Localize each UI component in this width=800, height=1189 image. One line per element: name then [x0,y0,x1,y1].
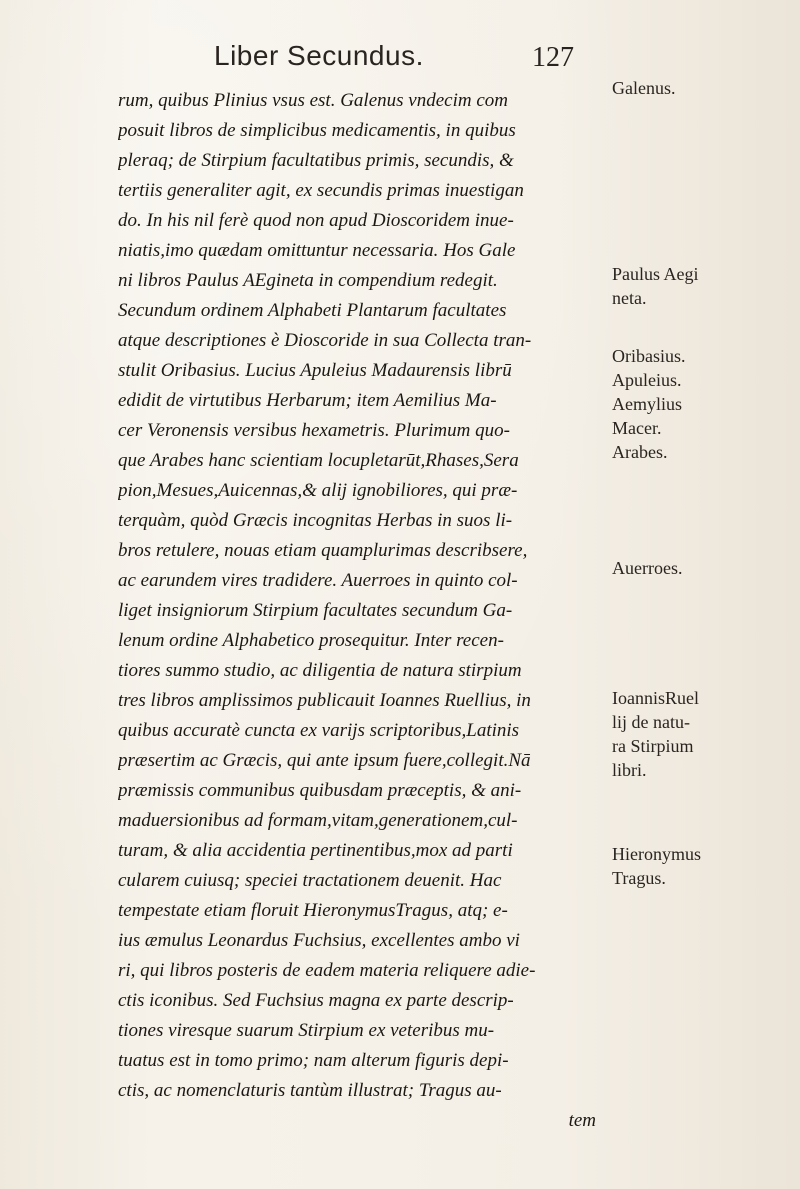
text-line: terquàm, quòd Græcis incognitas Herbas in suos li- [118,510,513,531]
text-line: atque descriptiones è Dioscoride in sua Collecta tran- [118,330,532,351]
text-line: quibus accuratè cuncta ex varijs scriptoribus,Latinis [118,720,520,741]
text-line: tiores summo studio, ac diligentia de natura stirpium [118,660,522,681]
text-line: posuit libros de simplicibus medicamentis, in quibus [118,120,516,141]
text-line: ius æmulus Leonardus Fuchsius, excellentes ambo vi [118,930,520,951]
text-line: tempestate etiam floruit HieronymusTragus, atq; e- [118,900,508,921]
text-line: ac earundem vires tradidere. Auerroes in quinto col- [118,570,518,591]
text-line: pleraq; de Stirpium facultatibus primis, secundis, & [118,150,514,171]
text-line: lenum ordine Alphabetico prosequitur. Inter recen- [118,630,504,651]
text-line: ctis, ac nomenclaturis tantùm illustrat; Tragus au- [118,1080,502,1101]
margin-note-tragus: Hieronymus Tragus. [612,844,701,888]
margin-note-paulus: Paulus Aegi neta. [612,264,699,308]
text-line: tiones viresque suarum Stirpium ex veteribus mu- [118,1020,495,1041]
text-line: niatis,imo quædam omittuntur necessaria. Hos Gale [118,240,516,261]
text-line: do. In his nil ferè quod non apud Dioscoridem inue- [118,210,514,231]
text-line: ri, qui libros posteris de eadem materia reliquere adie- [118,960,536,981]
text-line: pion,Mesues,Auicennas,& alij ignobiliores, qui præ- [118,480,518,501]
main-text-column [118,86,608,1131]
text-line: ctis iconibus. Sed Fuchsius magna ex parte descrip- [118,990,514,1011]
text-line: præmissis communibus quibusdam præceptis, & ani- [118,780,522,801]
page-number: 127 [532,42,574,73]
marginalia-column [612,0,800,1189]
text-line: turam, & alia accidentia pertinentibus,mox ad parti [118,840,513,861]
margin-note-auerroes: Auerroes. [612,558,683,578]
text-line: tuatus est in tomo primo; nam alterum figuris depi- [118,1050,509,1071]
margin-note-oribasius-group: Oribasius. Apuleius. Aemylius Macer. Arabes. [612,346,686,462]
text-line: rum, quibus Plinius vsus est. Galenus vndecim com [118,90,508,111]
text-line: ni libros Paulus AEgineta in compendium redegit. [118,270,498,291]
text-line: stulit Oribasius. Lucius Apuleius Madaurensis librū [118,360,512,381]
text-line: præsertim ac Græcis, qui ante ipsum fuere,collegit.Nā [118,750,531,771]
text-line: Secundum ordinem Alphabeti Plantarum facultates [118,300,507,321]
text-line: que Arabes hanc scientiam locupletarūt,Rhases,Sera [118,450,519,471]
text-line: maduersionibus ad formam,vitam,generationem,cul- [118,810,518,831]
margin-note-galenus: Galenus. [612,78,676,98]
text-line: bros retulere, nouas etiam quamplurimas describsere, [118,540,528,561]
margin-note-ruellius: IoannisRuel lij de natu- ra Stirpium libri. [612,688,699,780]
running-title: Liber Secundus. [214,40,424,71]
text-line: liget insigniorum Stirpium facultates secundum Ga- [118,600,513,621]
text-line: edidit de virtutibus Herbarum; item Aemilius Ma- [118,390,497,411]
text-line: tertiis generaliter agit, ex secundis primas inuestigan [118,180,524,201]
text-line: cer Veronensis versibus hexametris. Plurimum quo- [118,420,510,441]
text-line: cularem cuiusq; speciei tractationem deuenit. Hac [118,870,502,891]
catchword: tem [568,1110,596,1131]
text-line: tres libros amplissimos publicauit Ioannes Ruellius, in [118,690,531,711]
